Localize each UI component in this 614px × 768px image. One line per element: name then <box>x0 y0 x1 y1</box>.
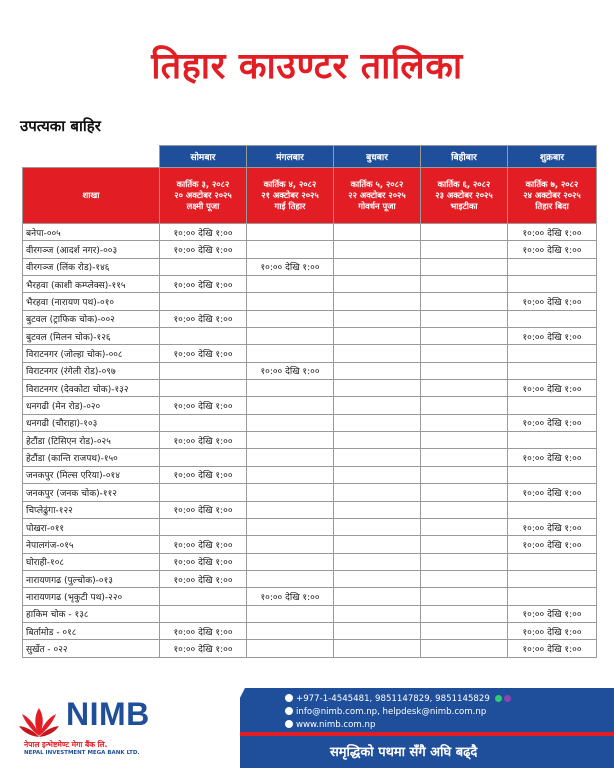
time-slot-cell <box>508 310 597 327</box>
branch-cell: भैरहवा (नारायण पथ)-०१० <box>23 293 160 310</box>
time-slot-cell: १०:०० देखि १:०० <box>160 241 247 258</box>
date-header: कार्तिक ६, २०८२ २३ अक्टोबर २०२५ भाइटीका <box>421 168 508 224</box>
time-slot-cell <box>160 588 247 605</box>
time-slot-cell <box>508 432 597 449</box>
table-row <box>23 414 597 431</box>
time-slot-cell <box>334 570 421 587</box>
time-slot-cell <box>421 310 508 327</box>
time-slot-cell <box>508 570 597 587</box>
time-slot-cell <box>334 380 421 397</box>
time-slot-cell <box>334 553 421 570</box>
time-slot-cell <box>421 328 508 345</box>
time-slot-cell <box>421 380 508 397</box>
table-row <box>23 605 597 622</box>
table-row <box>23 241 597 258</box>
table-row <box>23 466 597 483</box>
time-slot-cell <box>334 484 421 501</box>
table-row <box>23 432 597 449</box>
footer <box>0 688 614 768</box>
time-slot-cell <box>421 466 508 483</box>
time-slot-cell: १०:०० देखि १:०० <box>247 362 334 379</box>
time-slot-cell <box>160 449 247 466</box>
time-slot-cell <box>421 224 508 241</box>
time-slot-cell: १०:०० देखि १:०० <box>508 449 597 466</box>
table-row <box>23 640 597 657</box>
time-slot-cell <box>247 328 334 345</box>
time-slot-cell <box>160 605 247 622</box>
time-slot-cell: १०:०० देखि १:०० <box>508 380 597 397</box>
viber-icon <box>504 695 511 702</box>
time-slot-cell <box>421 605 508 622</box>
time-slot-cell <box>160 328 247 345</box>
email-icon <box>285 707 293 715</box>
table-row <box>23 258 597 275</box>
time-slot-cell <box>334 293 421 310</box>
time-slot-cell: १०:०० देखि १:०० <box>160 501 247 518</box>
page-title: तिहार काउण्टर तालिका <box>151 46 463 87</box>
time-slot-cell: १०:०० देखि १:०० <box>508 293 597 310</box>
time-slot-cell <box>508 553 597 570</box>
time-slot-cell: १०:०० देखि १:०० <box>160 224 247 241</box>
time-slot-cell <box>247 432 334 449</box>
time-slot-cell <box>334 414 421 431</box>
time-slot-cell <box>334 536 421 553</box>
time-slot-cell: १०:०० देखि १:०० <box>508 622 597 639</box>
branch-cell: सुर्खेत - ०२२ <box>23 640 160 657</box>
time-slot-cell <box>508 345 597 362</box>
time-slot-cell <box>421 484 508 501</box>
website-text[interactable]: www.nimb.com.np <box>296 720 376 730</box>
time-slot-cell: १०:०० देखि १:०० <box>508 414 597 431</box>
table-row <box>23 224 597 241</box>
time-slot-cell <box>334 518 421 535</box>
time-slot-cell <box>160 380 247 397</box>
time-slot-cell <box>160 293 247 310</box>
time-slot-cell <box>247 640 334 657</box>
time-slot-cell <box>421 588 508 605</box>
branch-cell: नेपालगंज-०१५ <box>23 536 160 553</box>
table-row <box>23 345 597 362</box>
time-slot-cell: १०:०० देखि १:०० <box>160 345 247 362</box>
time-slot-cell: १०:०० देखि १:०० <box>508 224 597 241</box>
time-slot-cell <box>421 536 508 553</box>
branch-cell: बिर्तामोड - ०१८ <box>23 622 160 639</box>
section-subtitle: उपत्यका बाहिर <box>20 117 101 135</box>
table-row <box>23 276 597 293</box>
time-slot-cell <box>247 293 334 310</box>
schedule-body <box>23 224 597 658</box>
phone-text: +977-1-4545481, 9851147829, 9851145829 <box>296 694 490 704</box>
time-slot-cell <box>421 258 508 275</box>
time-slot-cell <box>334 432 421 449</box>
branch-cell: बुटवल (ट्राफिक चोक)-००२ <box>23 310 160 327</box>
time-slot-cell <box>421 553 508 570</box>
branch-cell: नारायणगढ (पुल्चोक)-०१३ <box>23 570 160 587</box>
table-row <box>23 310 597 327</box>
time-slot-cell <box>247 518 334 535</box>
time-slot-cell <box>247 345 334 362</box>
date-header: कार्तिक ३, २०८२ २० अक्टोबर २०२५ लक्ष्मी पूजा <box>160 168 247 224</box>
time-slot-cell <box>334 588 421 605</box>
time-slot-cell <box>421 414 508 431</box>
time-slot-cell <box>247 605 334 622</box>
time-slot-cell: १०:०० देखि १:०० <box>508 605 597 622</box>
table-row <box>23 588 597 605</box>
branch-cell: भैरहवा (काशी कम्प्लेक्स)-११५ <box>23 276 160 293</box>
time-slot-cell <box>334 605 421 622</box>
day-header-row <box>23 146 597 168</box>
time-slot-cell: १०:०० देखि १:०० <box>160 466 247 483</box>
time-slot-cell <box>247 553 334 570</box>
time-slot-cell <box>334 501 421 518</box>
time-slot-cell <box>334 466 421 483</box>
branch-cell: नारायणगढ (भृकुटी पथ)-२२० <box>23 588 160 605</box>
time-slot-cell <box>508 588 597 605</box>
time-slot-cell <box>508 362 597 379</box>
branch-cell: वीरगञ्ज (लिंक रोड)-१४६ <box>23 258 160 275</box>
time-slot-cell: १०:०० देखि १:०० <box>247 588 334 605</box>
branch-cell: हेटौंडा (कान्ति राजपथ)-१५० <box>23 449 160 466</box>
time-slot-cell <box>334 362 421 379</box>
day-header: मंगलबार <box>247 146 334 168</box>
time-slot-cell <box>421 241 508 258</box>
table-row <box>23 362 597 379</box>
time-slot-cell: १०:०० देखि १:०० <box>508 241 597 258</box>
time-slot-cell <box>421 570 508 587</box>
table-row <box>23 501 597 518</box>
slogan: समृद्धिको पथमा सँगै अघि बढ्दै <box>330 745 478 760</box>
branch-cell: हेटौंडा (टिसिएन रोड)-०२५ <box>23 432 160 449</box>
time-slot-cell: १०:०० देखि १:०० <box>160 432 247 449</box>
branch-cell: धनगढी (चौराहा)-१०३ <box>23 414 160 431</box>
time-slot-cell <box>508 276 597 293</box>
table-row <box>23 484 597 501</box>
day-header: बुधबार <box>334 146 421 168</box>
time-slot-cell <box>247 501 334 518</box>
contact-phone <box>285 694 511 704</box>
time-slot-cell <box>160 414 247 431</box>
time-slot-cell: १०:०० देखि १:०० <box>508 640 597 657</box>
email-text: info@nimb.com.np, helpdesk@nimb.com.np <box>296 707 487 717</box>
time-slot-cell <box>160 258 247 275</box>
time-slot-cell <box>421 640 508 657</box>
time-slot-cell <box>334 258 421 275</box>
time-slot-cell <box>247 466 334 483</box>
bank-name-english: NEPAL INVESTMENT MEGA BANK LTD. <box>24 750 140 756</box>
time-slot-cell <box>247 414 334 431</box>
day-header: बिहीबार <box>421 146 508 168</box>
day-header: सोमबार <box>160 146 247 168</box>
time-slot-cell <box>247 224 334 241</box>
time-slot-cell <box>247 622 334 639</box>
time-slot-cell: १०:०० देखि १:०० <box>247 258 334 275</box>
time-slot-cell <box>421 293 508 310</box>
branch-cell: हाकिम चोक - १३८ <box>23 605 160 622</box>
time-slot-cell <box>421 362 508 379</box>
time-slot-cell <box>508 466 597 483</box>
table-row <box>23 293 597 310</box>
time-slot-cell <box>421 276 508 293</box>
contact-website <box>285 720 375 730</box>
time-slot-cell <box>508 258 597 275</box>
table-row <box>23 380 597 397</box>
footer-red-stripe <box>184 732 614 736</box>
date-header-row <box>23 168 597 224</box>
time-slot-cell <box>334 241 421 258</box>
counter-schedule-table <box>22 145 597 658</box>
branch-cell: विराटनगर (देवकोटा चोक)-१३२ <box>23 380 160 397</box>
time-slot-cell <box>334 224 421 241</box>
time-slot-cell <box>334 640 421 657</box>
date-header: कार्तिक ५, २०८२ २२ अक्टोबर २०२५ गोवर्धन पूजा <box>334 168 421 224</box>
table-row <box>23 328 597 345</box>
time-slot-cell <box>247 310 334 327</box>
branch-cell: जनकपुर (मिल्स एरिया)-०१४ <box>23 466 160 483</box>
table-row <box>23 570 597 587</box>
table-row <box>23 518 597 535</box>
time-slot-cell <box>334 449 421 466</box>
bank-name-nepali: नेपाल इन्भेष्टमेण्ट मेगा बैंक लि. <box>24 740 108 749</box>
logo-wordmark: NIMB <box>66 696 150 732</box>
blank-corner <box>23 146 160 168</box>
time-slot-cell: १०:०० देखि १:०० <box>160 397 247 414</box>
time-slot-cell <box>508 397 597 414</box>
branch-column-header: शाखा <box>23 168 160 224</box>
time-slot-cell: १०:०० देखि १:०० <box>508 484 597 501</box>
globe-icon <box>285 720 293 728</box>
time-slot-cell <box>334 622 421 639</box>
time-slot-cell <box>421 432 508 449</box>
branch-cell: घोराही-१०८ <box>23 553 160 570</box>
time-slot-cell: १०:०० देखि १:०० <box>160 553 247 570</box>
time-slot-cell <box>334 310 421 327</box>
date-header: कार्तिक ४, २०८२ २१ अक्टोबर २०२५ गाई तिहार <box>247 168 334 224</box>
lotus-logo-icon <box>18 704 60 742</box>
time-slot-cell <box>334 345 421 362</box>
time-slot-cell: १०:०० देखि १:०० <box>160 276 247 293</box>
time-slot-cell <box>247 570 334 587</box>
phone-icon <box>285 694 293 702</box>
time-slot-cell <box>421 397 508 414</box>
time-slot-cell <box>247 449 334 466</box>
time-slot-cell <box>421 345 508 362</box>
table-row <box>23 553 597 570</box>
time-slot-cell <box>421 622 508 639</box>
table-row <box>23 622 597 639</box>
branch-cell: बनेपा-००५ <box>23 224 160 241</box>
branch-cell: धनगढी (मेन रोड)-०२० <box>23 397 160 414</box>
day-header: शुक्रबार <box>508 146 597 168</box>
viber-icon <box>495 695 502 702</box>
time-slot-cell: १०:०० देखि १:०० <box>160 622 247 639</box>
time-slot-cell <box>160 518 247 535</box>
table-row <box>23 536 597 553</box>
branch-cell: जनकपुर (जनक चोक)-११२ <box>23 484 160 501</box>
time-slot-cell <box>421 501 508 518</box>
time-slot-cell <box>247 397 334 414</box>
date-header: कार्तिक ७, २०८२ २४ अक्टोबर २०२५ तिहार बिदा <box>508 168 597 224</box>
time-slot-cell <box>334 328 421 345</box>
time-slot-cell: १०:०० देखि १:०० <box>160 570 247 587</box>
time-slot-cell: १०:०० देखि १:०० <box>160 536 247 553</box>
time-slot-cell <box>160 362 247 379</box>
branch-cell: विराटनगर (जोल्हा चोक)-००८ <box>23 345 160 362</box>
contact-email <box>285 707 486 717</box>
time-slot-cell: १०:०० देखि १:०० <box>160 310 247 327</box>
time-slot-cell <box>334 397 421 414</box>
time-slot-cell: १०:०० देखि १:०० <box>508 518 597 535</box>
time-slot-cell <box>421 518 508 535</box>
time-slot-cell: १०:०० देखि १:०० <box>508 328 597 345</box>
time-slot-cell: १०:०० देखि १:०० <box>508 536 597 553</box>
time-slot-cell <box>247 380 334 397</box>
time-slot-cell <box>247 276 334 293</box>
branch-cell: बुटवल (मिलन चोक)-१२६ <box>23 328 160 345</box>
time-slot-cell <box>247 536 334 553</box>
time-slot-cell <box>160 484 247 501</box>
time-slot-cell <box>247 241 334 258</box>
time-slot-cell <box>247 484 334 501</box>
time-slot-cell <box>334 276 421 293</box>
branch-cell: विराटनगर (रंगेली रोड)-०९७ <box>23 362 160 379</box>
time-slot-cell <box>508 501 597 518</box>
branch-cell: वीरगञ्ज (आदर्श नगर)-००३ <box>23 241 160 258</box>
branch-cell: चिप्लेढुंगा-१२२ <box>23 501 160 518</box>
time-slot-cell <box>421 449 508 466</box>
time-slot-cell: १०:०० देखि १:०० <box>160 640 247 657</box>
table-row <box>23 449 597 466</box>
table-row <box>23 397 597 414</box>
branch-cell: पोखरा-०११ <box>23 518 160 535</box>
